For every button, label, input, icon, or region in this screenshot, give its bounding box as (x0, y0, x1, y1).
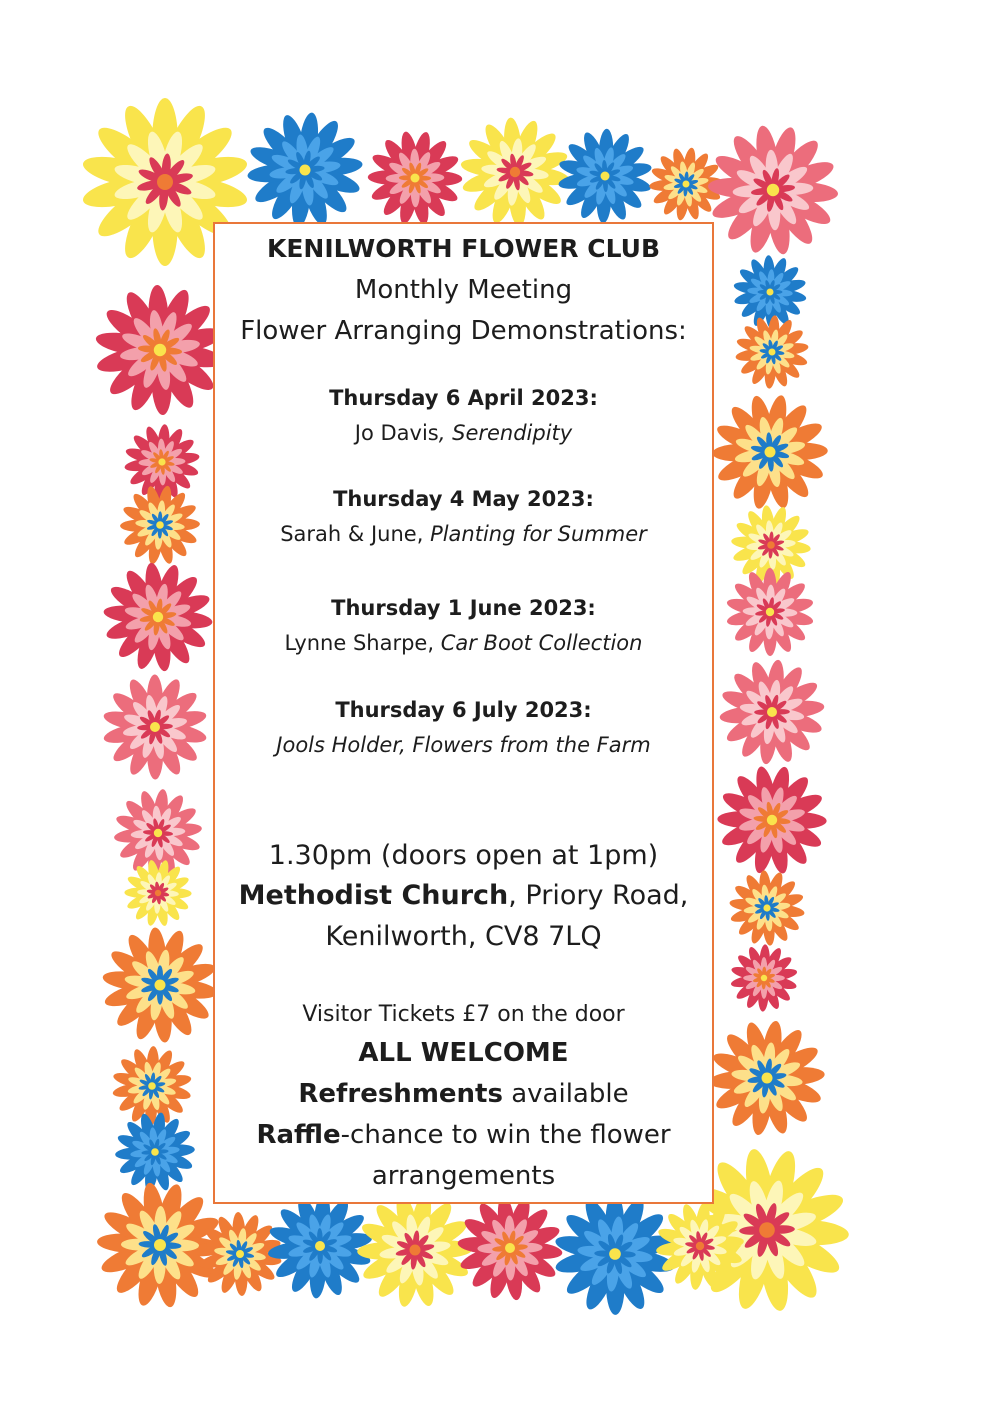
flower-25 (102, 927, 219, 1044)
flower-11 (726, 568, 815, 656)
event-separator: , (427, 631, 441, 655)
flower-6 (707, 124, 838, 256)
flower-23 (113, 788, 202, 877)
subtitle-monthly-meeting: Monthly Meeting (354, 275, 573, 305)
venue-street: , Priory Road, (508, 880, 689, 911)
event-details (215, 631, 712, 655)
event-presenter: Sarah & June (280, 522, 417, 546)
raffle-text: -chance to win the flower (340, 1120, 671, 1150)
flower-1 (247, 112, 364, 229)
all-welcome: ALL WELCOME (358, 1038, 569, 1068)
flower-30 (267, 1193, 373, 1299)
flower-33 (554, 1193, 677, 1315)
flower-31 (357, 1192, 473, 1309)
flower-14 (729, 870, 805, 946)
flower-12 (719, 659, 825, 765)
flower-20 (120, 485, 200, 566)
meeting-time: 1.30pm (doors open at 1pm) (268, 840, 659, 871)
event-date: Thursday 4 May 2023: (333, 487, 594, 511)
event-theme: Serendipity (452, 421, 573, 445)
club-title: KENILWORTH FLOWER CLUB (266, 234, 661, 263)
flower-19 (124, 424, 200, 500)
venue-name: Methodist Church (238, 880, 509, 911)
event-presenter: Jools Holder (276, 733, 400, 757)
event-date: Thursday 1 June 2023: (331, 596, 596, 620)
event-presenter: Jo Davis (354, 421, 439, 445)
venue-line (215, 880, 712, 911)
event-details (215, 733, 712, 757)
flower-32 (457, 1195, 563, 1301)
event-details (215, 522, 712, 546)
subtitle-demonstrations: Flower Arranging Demonstrations: (240, 316, 687, 346)
event-date: Thursday 6 April 2023: (329, 386, 598, 410)
event-details (215, 421, 712, 445)
raffle-label: Raffle (256, 1120, 341, 1150)
flower-13 (717, 765, 826, 875)
flower-15 (730, 944, 798, 1012)
flower-21 (103, 562, 213, 672)
event-theme: Flowers from the Farm (412, 733, 651, 757)
flower-2 (368, 130, 463, 225)
flower-26 (112, 1046, 193, 1126)
event-theme: Planting for Summer (430, 522, 647, 546)
refreshments-line (215, 1079, 712, 1109)
raffle-line-2: arrangements (371, 1161, 556, 1191)
venue-town: Kenilworth, CV8 7LQ (325, 921, 602, 952)
flower-27 (115, 1112, 195, 1193)
flower-16 (709, 1020, 825, 1137)
event-separator: , (416, 522, 431, 546)
poster-panel (213, 222, 714, 1204)
flower-7 (733, 255, 807, 329)
event-presenter: Lynne Sharpe (284, 631, 428, 655)
flower-22 (102, 674, 208, 779)
ticket-info: Visitor Tickets £7 on the door (302, 1002, 625, 1027)
event-separator: , (438, 421, 453, 445)
refreshments-text: available (502, 1079, 629, 1109)
event-date: Thursday 6 July 2023: (335, 698, 592, 722)
refreshments-label: Refreshments (298, 1079, 503, 1109)
flower-3 (460, 117, 570, 227)
raffle-line (215, 1120, 712, 1150)
flower-8 (735, 315, 809, 389)
event-theme: Car Boot Collection (440, 631, 643, 655)
flower-18 (94, 285, 226, 416)
flower-9 (712, 394, 828, 511)
flower-4 (557, 129, 653, 224)
event-separator: , (399, 733, 413, 757)
